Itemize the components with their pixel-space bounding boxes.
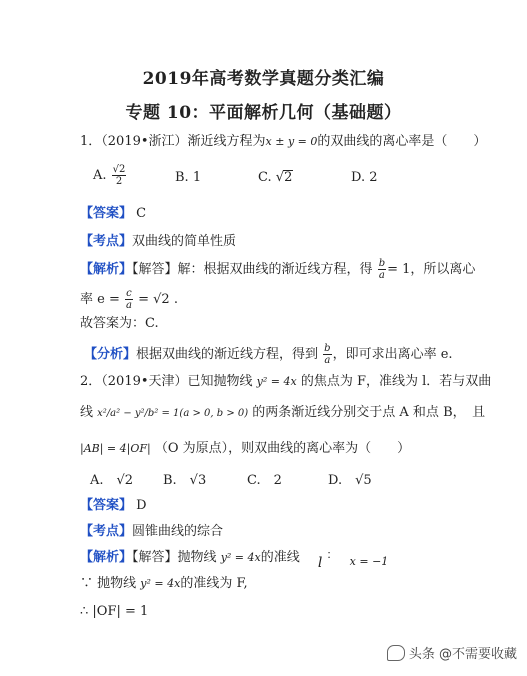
toutiao-logo-icon bbox=[387, 645, 405, 661]
q2-stem-text2: 线 bbox=[80, 405, 94, 420]
sqrt-icon: √ bbox=[275, 170, 285, 185]
q1-option-a-label: A. bbox=[93, 168, 107, 183]
q2-solution-line2 bbox=[80, 575, 248, 593]
q2-condition-eq: |AB| = 4|OF| bbox=[80, 442, 151, 455]
q1-topic-tag: 【考点】 bbox=[80, 234, 133, 249]
q1-frac2-den: a bbox=[126, 300, 132, 311]
q1-solution-text1: 解：根据双曲线的渐近线方程，得 bbox=[177, 262, 373, 277]
q1-analysis-tag: 【解析】 bbox=[80, 262, 133, 277]
q1-option-a-num: √2 bbox=[112, 164, 126, 175]
watermark bbox=[387, 643, 517, 662]
q2-answer-line bbox=[80, 497, 147, 515]
q1-solution-text2-end: = √2 . bbox=[138, 292, 178, 307]
q1-solution-line3: 故答案为：C. bbox=[80, 316, 159, 331]
q2-solution-text2: ∵ 抛物线 bbox=[80, 576, 137, 591]
q1-equation: x ± y = 0 bbox=[265, 135, 318, 148]
q2-solution-line3: ∴ |OF| = 1 bbox=[80, 604, 149, 619]
q2-solution-eq1: y² = 4x bbox=[220, 551, 261, 564]
q2-parabola-eq: y² = 4x bbox=[256, 375, 297, 388]
q1-frac-num: b bbox=[378, 258, 386, 269]
q1-answer-tag: 【答案】 bbox=[80, 206, 133, 221]
q1-b-over-a bbox=[378, 258, 386, 281]
q2-option-b: B. √3 bbox=[163, 473, 207, 488]
q2-topic: 圆锥曲线的综合 bbox=[132, 524, 224, 539]
q1-option-a-fraction bbox=[112, 164, 127, 187]
q2-topic-line bbox=[80, 523, 223, 541]
q1-option-d: D. 2 bbox=[351, 170, 378, 185]
q1-stem bbox=[80, 133, 486, 151]
q2-solution-line1 bbox=[80, 548, 389, 571]
q2-stem-line2 bbox=[80, 404, 485, 423]
q1-solution-line2 bbox=[80, 288, 178, 311]
q2-solution-text2-end: 的准线为 F, bbox=[180, 576, 248, 591]
q2-stem-text1: 2．（2019•天津）已知抛物线 bbox=[80, 374, 253, 389]
q1-solution-tag: 【解答】 bbox=[132, 262, 178, 277]
q2-stem-line1 bbox=[80, 373, 491, 391]
document-title: 2019年高考数学真题分类汇编 bbox=[142, 69, 385, 89]
q2-analysis-tag: 【解析】 bbox=[80, 550, 133, 565]
q1-fenxi-den: a bbox=[324, 355, 331, 366]
q1-fenxi-text: 根据双曲线的渐近线方程，得到 bbox=[136, 347, 319, 362]
q2-option-c: C. 2 bbox=[247, 473, 282, 488]
q2-solution-text1-mid: 的准线 bbox=[260, 550, 300, 565]
q1-frac-den: a bbox=[378, 270, 385, 281]
q1-option-c-value: 2 bbox=[284, 170, 293, 185]
q1-solution-line1 bbox=[80, 258, 475, 281]
watermark-text: 头条 @不需要收藏 bbox=[408, 647, 517, 662]
q1-frac2-num: c bbox=[126, 288, 132, 299]
q2-answer-tag: 【答案】 bbox=[80, 498, 133, 513]
q2-solution-tag: 【解答】 bbox=[132, 550, 178, 565]
q1-fenxi-fraction bbox=[323, 343, 331, 366]
q1-fenxi-tag: 【分析】 bbox=[84, 347, 137, 362]
q1-fenxi-num: b bbox=[324, 343, 331, 354]
q2-topic-tag: 【考点】 bbox=[80, 524, 133, 539]
q2-stem-text1-end: 的焦点为 F，准线为 l．若与双曲 bbox=[300, 374, 492, 389]
q1-option-c-label: C. bbox=[258, 170, 272, 185]
q2-hyperbola-eq: x²/a² − y²/b² = 1(a > 0, b > 0) bbox=[97, 408, 249, 419]
document-subtitle: 专题 10：平面解析几何（基础题） bbox=[125, 103, 402, 123]
q1-fenxi-line bbox=[84, 343, 453, 366]
q1-answer-line bbox=[80, 205, 146, 223]
q1-stem-end: 的双曲线的离心率是（ ） bbox=[317, 134, 487, 149]
q2-stem-text3: （O 为原点），则双曲线的离心率为（ ） bbox=[154, 441, 411, 456]
q1-topic: 双曲线的简单性质 bbox=[132, 234, 237, 249]
q2-solution-text1: 抛物线 bbox=[177, 550, 217, 565]
q1-answer: C bbox=[136, 206, 147, 221]
q2-stem-text2-end: 的两条渐近线分别交于点 A 和点 B， 且 bbox=[252, 405, 486, 420]
q2-option-d: D. √5 bbox=[328, 473, 372, 488]
q2-solution-eq2: y² = 4x bbox=[140, 577, 181, 590]
q1-topic-line bbox=[80, 233, 236, 251]
q2-directrix-eq: x = −1 bbox=[349, 555, 389, 568]
q2-option-a: A. √2 bbox=[90, 473, 134, 488]
q2-directrix-l: l bbox=[317, 555, 323, 571]
q1-option-c bbox=[258, 170, 293, 185]
q1-stem-text: 1．（2019•浙江）渐近线方程为 bbox=[80, 134, 266, 149]
q1-option-b: B. 1 bbox=[175, 170, 202, 185]
q1-fenxi-end: ，即可求出离心率 e. bbox=[332, 347, 453, 362]
q1-option-a bbox=[93, 164, 127, 187]
q1-c-over-a bbox=[125, 288, 133, 311]
q2-colon: ： bbox=[326, 548, 338, 561]
q1-option-a-den: 2 bbox=[115, 176, 123, 187]
q2-answer: D bbox=[136, 498, 147, 513]
q1-solution-text1-end: = 1，所以离心 bbox=[387, 262, 476, 277]
q1-solution-text2: 率 e = bbox=[80, 292, 120, 307]
q2-stem-line3 bbox=[80, 440, 410, 458]
